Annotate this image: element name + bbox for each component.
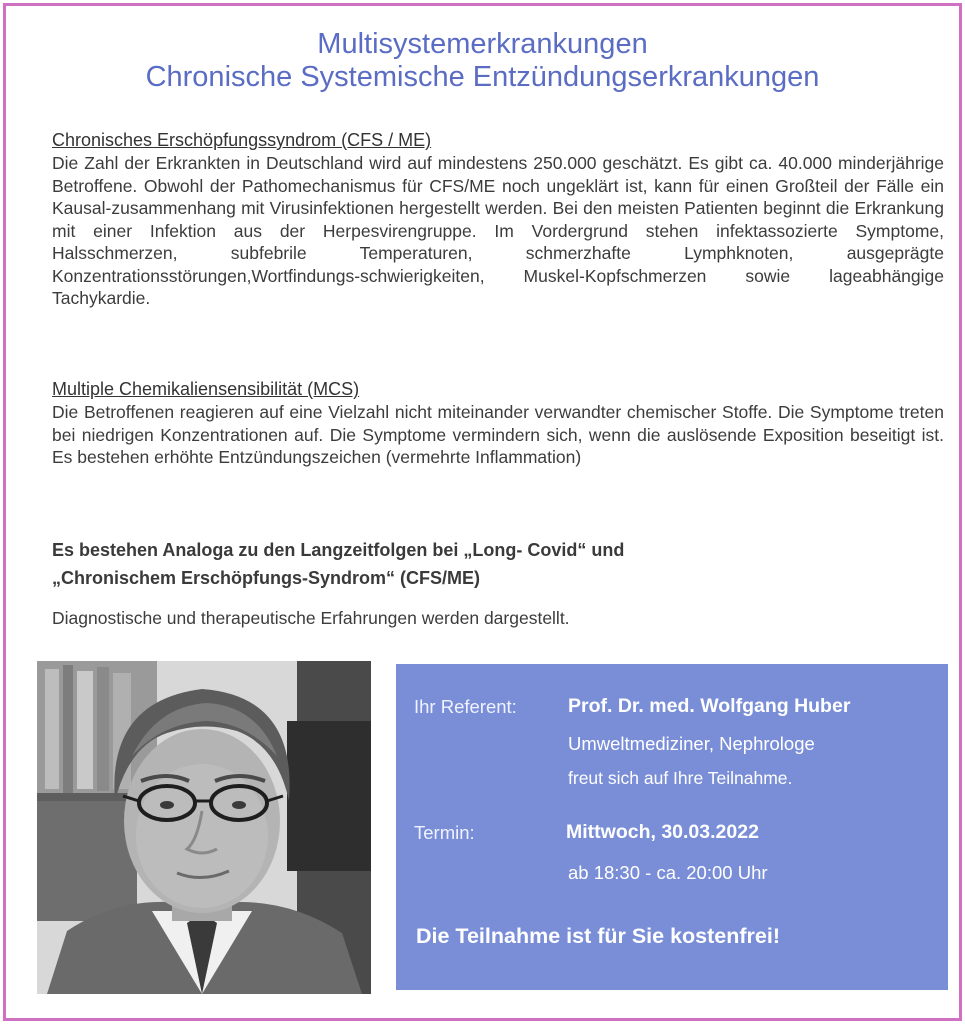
referent-role: Umweltmediziner, Nephrologe xyxy=(568,733,815,754)
free-note: Die Teilnahme ist für Sie kostenfrei! xyxy=(416,924,780,948)
referent-name: Prof. Dr. med. Wolfgang Huber xyxy=(568,695,851,717)
referent-note: freut sich auf Ihre Teilnahme. xyxy=(568,768,793,788)
title-line-2: Chronische Systemische Entzündungserkrankungen xyxy=(145,61,820,93)
page-title xyxy=(6,28,959,94)
title-line-1: Multisystemerkrankungen xyxy=(317,28,648,60)
referent-label: Ihr Referent: xyxy=(414,696,517,717)
section-cfs xyxy=(52,128,944,310)
section-heading: Multiple Chemikaliensensibilität (MCS) xyxy=(52,379,360,399)
analog-line-1: Es bestehen Analoga zu den Langzeitfolgen bei „Long- Covid“ und xyxy=(52,540,625,560)
termin-date: Mittwoch, 30.03.2022 xyxy=(566,821,759,843)
termin-label: Termin: xyxy=(414,822,475,843)
termin-time: ab 18:30 - ca. 20:00 Uhr xyxy=(568,862,768,883)
section-heading: Chronisches Erschöpfungssyndrom (CFS / ME) xyxy=(52,130,432,150)
flyer-page xyxy=(3,3,962,1021)
speaker-photo xyxy=(37,661,371,994)
analog-line-2: „Chronischem Erschöpfungs-Syndrom“ (CFS/ME) xyxy=(52,568,481,588)
speaker-portrait-illustration xyxy=(37,661,371,994)
section-text: Die Betroffenen reagieren auf eine Vielzahl nicht miteinander verwandter chemischer Stoffe. Die Symptome treten bei niedrigen Konzentrationen auf. Die Symptome vermindern sich, wenn die auslösende Exposition beseitigt ist. Es bestehen erhöhte Entzündungszeichen (vermehrte Inflammation) xyxy=(52,402,944,467)
info-box xyxy=(396,664,948,990)
section-text: Die Zahl der Erkrankten in Deutschland wird auf mindestens 250.000 geschätzt. Es gibt ca. 40.000 minderjährige Betroffene. Obwohl der Pathomechanismus für CFS/ME noch ungeklärt ist, kann für einen Großteil der Fälle ein Kausal-zusammenhang mit Virusinfektionen hergestellt werden. Bei den meisten Patienten beginnt die Erkrankung mit einer Infektion aus der Herpesvirengruppe. Im Vordergrund stehen infektassozierte Symptome, Halsschmerzen, subfebrile Temperaturen, schmerzhafte Lymphknoten, ausgeprägte Konzentrationsstörungen,Wortfindungs-schwierigkeiten, Muskel-Kopfschmerzen sowie lageabhängige Tachykardie. xyxy=(52,153,944,308)
diagnostic-note: Diagnostische und therapeutische Erfahrungen werden dargestellt. xyxy=(52,608,570,628)
analog-note xyxy=(52,536,944,592)
section-mcs xyxy=(52,377,944,469)
